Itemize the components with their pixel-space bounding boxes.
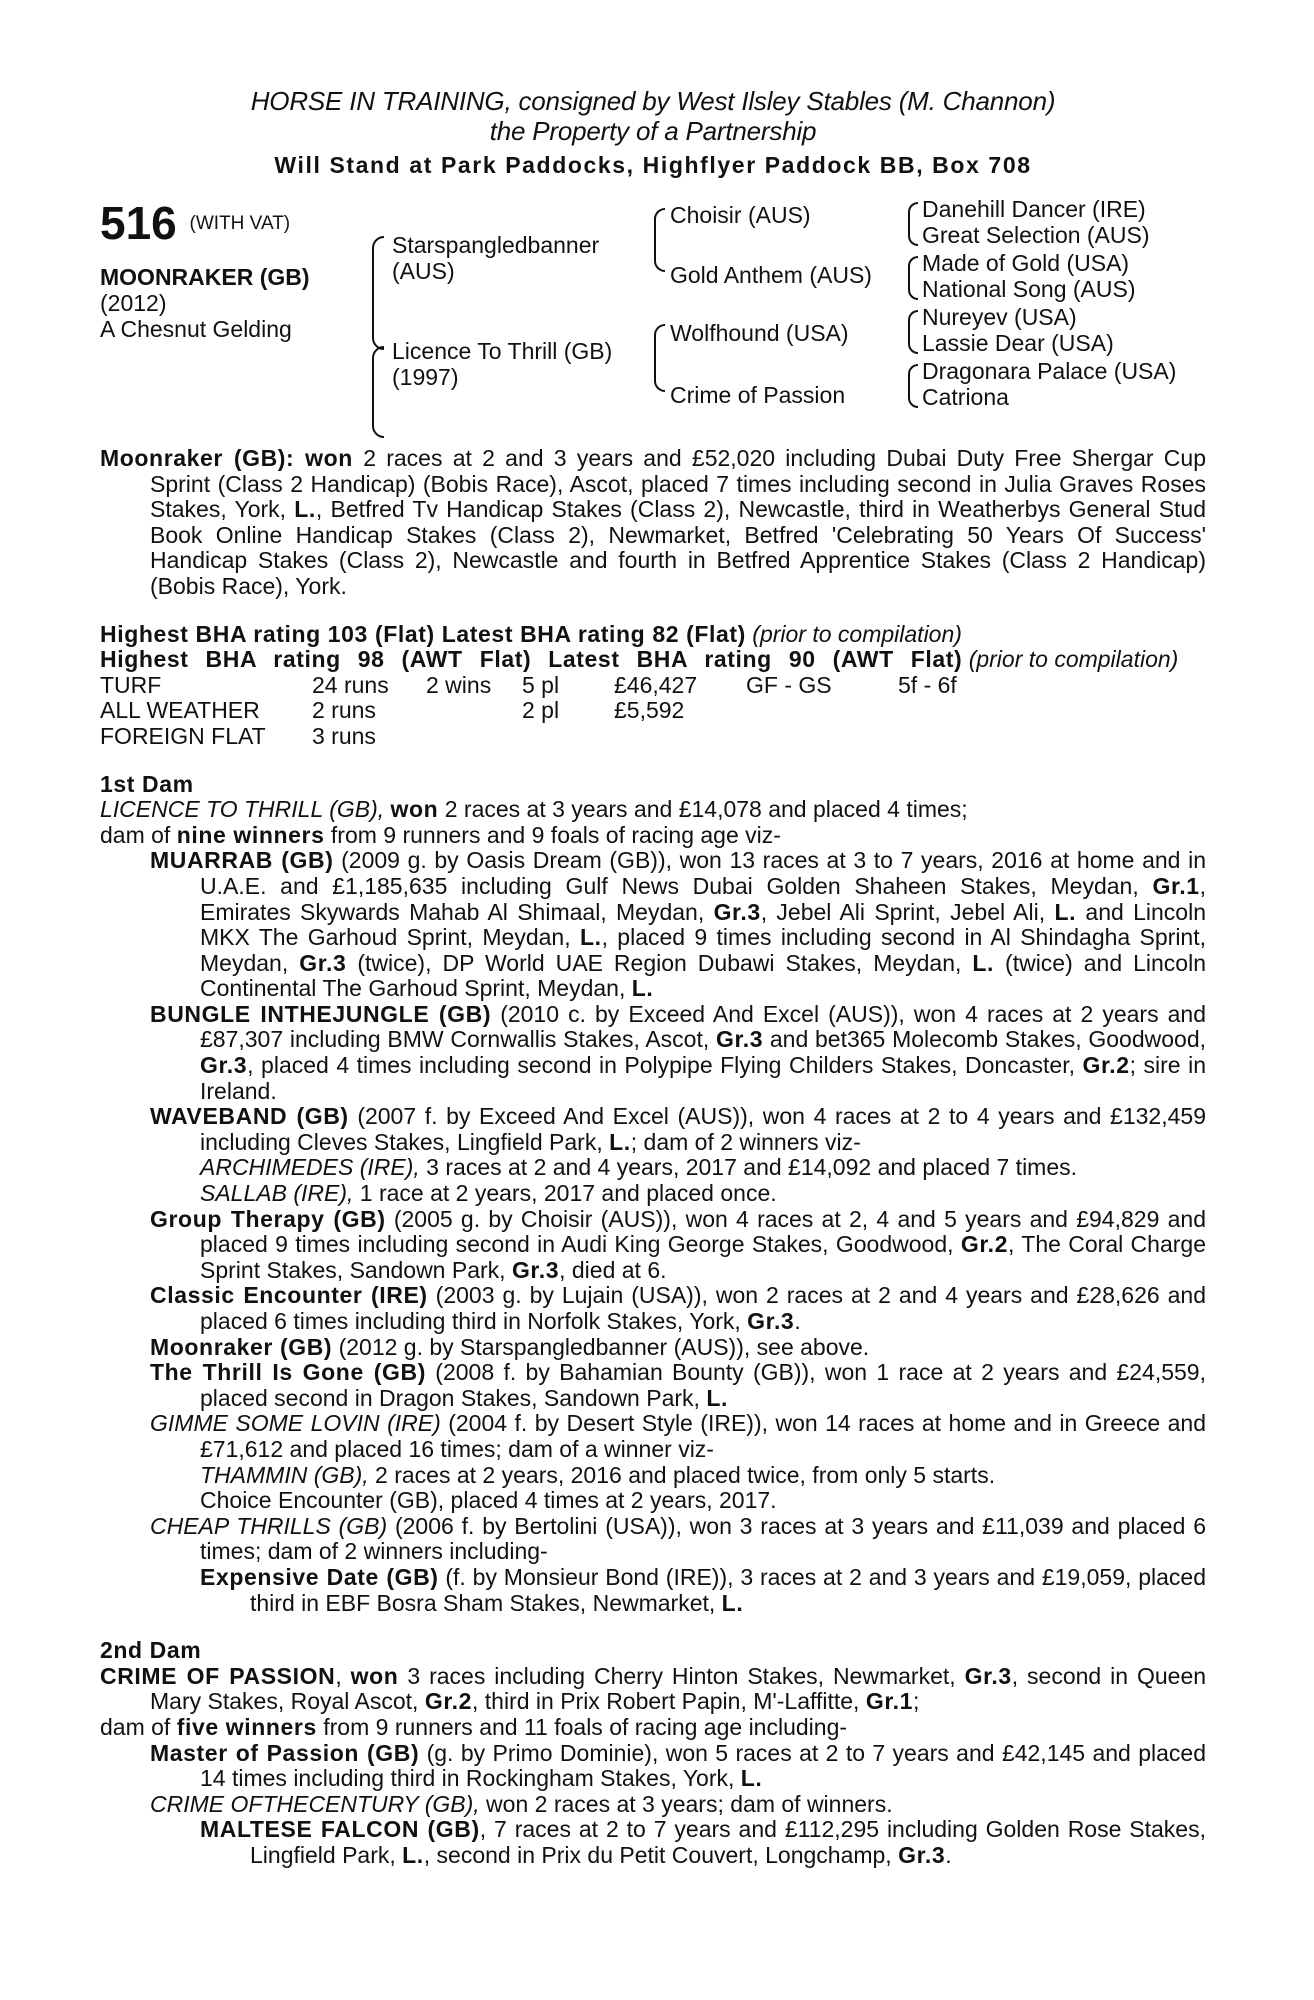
dam-produce-summary: dam of five winners from 9 runners and 11 foals of racing age including-	[100, 1713, 848, 1740]
gen3-ancestor: Nureyev (USA)	[922, 304, 1077, 330]
catalogue-page	[100, 86, 1206, 1868]
table-row: TURF 24 runs 2 wins 5 pl £46,427 GF - GS 5f - 6f	[100, 671, 957, 698]
list-item: MUARRAB (GB) (2009 g. by Oasis Dream (GB)), won 13 races at 3 to 7 years, 2016 at home and in U.A.E. and £1,185,635 including Gulf News Dubai Golden Shaheen Stakes, Meydan, Gr.1, Emirates Skywards Mahab Al Shimaal, Meydan, Gr.3, Jebel Ali Sprint, Jebel Ali, L. and Lincoln MKX The Garhoud Sprint, Meydan, L., placed 9 times including second in Al Shindagha Sprint, Meydan, Gr.3 (twice), DP World UAE Region Dubawi Stakes, Meydan, L. (twice) and Lincoln Continental The Garhoud Sprint, Meydan, L.	[150, 847, 1207, 1002]
list-item: The Thrill Is Gone (GB) (2008 f. by Bahamian Bounty (GB)), won 1 race at 2 years and £24,559, placed second in Dragon Stakes, Sandown Park, L.	[150, 1359, 1206, 1411]
list-item: BUNGLE INTHEJUNGLE (GB) (2010 c. by Exceed And Excel (AUS)), won 4 races at 2 years and £87,307 including BMW Cornwallis Stakes, Ascot, Gr.3 and bet365 Molecomb Stakes, Goodwood, Gr.3, placed 4 times including second in Polypipe Flying Childers Stakes, Doncaster, Gr.2; sire in Ireland.	[150, 1000, 1206, 1104]
second-dam-section	[100, 1638, 1206, 1868]
horse-summary: Moonraker (GB): won 2 races at 2 and 3 years and £52,020 including Dubai Duty Free Shergar Cup Sprint (Class 2 Handicap) (Bobis Race), Ascot, placed 7 times including second in Julia Graves Roses Stakes, York, L., Betfred Tv Handicap Stakes (Class 2), Newcastle, third in Weatherbys General Stud Book Online Handicap Stakes (Class 2), Newmarket, Betfred 'Celebrating 50 Years Of Success' Handicap Stakes (Class 2), Newcastle and fourth in Betfred Apprentice Stakes (Class 2 Handicap) (Bobis Race), York.	[100, 445, 1207, 599]
flat-rating: Highest BHA rating 103 (Flat) Latest BHA rating 82 (Flat) (prior to compilation)	[100, 620, 962, 647]
dam-entry: LICENCE TO THRILL (GB), won 2 races at 3 years and £14,078 and placed 4 times;	[100, 796, 968, 823]
list-item: THAMMIN (GB), 2 races at 2 years, 2016 and placed twice, from only 5 starts.	[200, 1461, 996, 1488]
dam-name: Licence To Thrill (GB)	[392, 338, 613, 364]
race-record-table	[100, 673, 957, 750]
list-item: CRIME OFTHECENTURY (GB), won 2 races at 3 years; dam of winners.	[150, 1790, 893, 1817]
gen3-ancestor: Great Selection (AUS)	[922, 222, 1150, 248]
vat-note: (WITH VAT)	[189, 213, 291, 234]
lot-number: 516 $^{(WITH VAT)}$	[100, 197, 291, 249]
list-item: Choice Encounter (GB), placed 4 times at 2 years, 2017.	[200, 1487, 777, 1514]
dam-produce-summary: dam of nine winners from 9 runners and 9 foals of racing age viz-	[100, 821, 781, 848]
stand-line: Will Stand at Park Paddocks, Highflyer Paddock BB, Box 708	[274, 152, 1032, 178]
awt-rating: Highest BHA rating 98 (AWT Flat) Latest BHA rating 90 (AWT Flat) (prior to compilation)	[100, 646, 1179, 673]
list-item: CHEAP THRILLS (GB) (2006 f. by Bertolini (USA)), won 3 races at 3 years and £11,039 and placed 6 times; dam of 2 winners including-	[150, 1512, 1206, 1565]
list-item: ARCHIMEDES (IRE), 3 races at 2 and 4 years, 2017 and £14,092 and placed 7 times.	[200, 1154, 1078, 1181]
sire-origin: (AUS)	[392, 258, 455, 284]
gen3-brace-4	[908, 364, 918, 408]
pedigree-block	[100, 196, 1206, 446]
dam-entry: CRIME OF PASSION, won 3 races including Cherry Hinton Stakes, Newmarket, Gr.3, second in Queen Mary Stakes, Royal Ascot, Gr.2, third in Prix Robert Papin, M'-Laffitte, Gr.1;	[100, 1662, 1207, 1715]
sire-dam: Gold Anthem (AUS)	[670, 262, 872, 288]
list-item: Expensive Date (GB) (f. by Monsieur Bond (IRE)), 3 races at 2 and 3 years and £19,059, placed third in EBF Bosra Sham Stakes, Newmarket, L.	[200, 1563, 1206, 1616]
gen2-brace-2	[654, 324, 665, 392]
property-line: the Property of a Partnership	[489, 116, 817, 146]
dam-dam: Crime of Passion	[670, 382, 846, 408]
gen2-brace-1	[654, 208, 665, 272]
dam-year: (1997)	[392, 364, 459, 390]
section-heading: 2nd Dam	[100, 1637, 202, 1664]
list-item: Group Therapy (GB) (2005 g. by Choisir (AUS)), won 4 races at 2, 4 and 5 years and £94,829 and placed 9 times including second in Audi King George Stakes, Goodwood, Gr.2, The Coral Charge Sprint Stakes, Sandown Park, Gr.3, died at 6.	[150, 1205, 1206, 1283]
gen3-ancestor: Lassie Dear (USA)	[922, 330, 1114, 356]
horse-description: A Chesnut Gelding	[100, 316, 292, 342]
sire-sire: Choisir (AUS)	[670, 202, 811, 228]
gen3-ancestor: Dragonara Palace (USA)	[922, 358, 1177, 384]
gen3-ancestor: Catriona	[922, 384, 1009, 410]
gen3-brace-3	[908, 310, 918, 354]
table-row: ALL WEATHER 2 runs 2 pl £5,592	[100, 697, 685, 724]
gen3-ancestor: Made of Gold (USA)	[922, 250, 1130, 276]
ratings-block	[100, 622, 1206, 673]
gen3-ancestor: National Song (AUS)	[922, 276, 1136, 302]
table-row: FOREIGN FLAT 3 runs	[100, 722, 376, 749]
list-item: SALLAB (IRE), 1 race at 2 years, 2017 and placed once.	[200, 1180, 777, 1207]
list-item: Master of Passion (GB) (g. by Primo Dominie), won 5 races at 2 to 7 years and £42,145 and placed 14 times including third in Rockingham Stakes, York, L.	[150, 1739, 1206, 1792]
consignor-line: HORSE IN TRAINING, consigned by West Ilsley Stables (M. Channon)	[250, 86, 1056, 116]
foaling-year: (2012)	[100, 290, 167, 316]
list-item: Moonraker (GB) (2012 g. by Starspangledbanner (AUS)), see above.	[150, 1333, 870, 1360]
horse-name: MOONRAKER (GB)	[100, 264, 310, 290]
gen3-ancestor: Danehill Dancer (IRE)	[922, 196, 1146, 222]
first-dam-section	[100, 772, 1206, 1617]
gen3-brace-2	[908, 256, 918, 300]
sire-name: Starspangledbanner	[392, 232, 600, 258]
dam-brace	[372, 346, 384, 438]
list-item: Classic Encounter (IRE) (2003 g. by Lujain (USA)), won 2 races at 2 and 4 years and £28,626 and placed 6 times including third in Norfolk Stakes, York, Gr.3.	[150, 1282, 1206, 1334]
list-item: WAVEBAND (GB) (2007 f. by Exceed And Excel (AUS)), won 4 races at 2 to 4 years and £132,459 including Cleves Stakes, Lingfield Park, L.; dam of 2 winners viz-	[150, 1103, 1206, 1155]
section-heading: 1st Dam	[100, 770, 194, 797]
sire-brace	[372, 236, 384, 350]
list-item: MALTESE FALCON (GB), 7 races at 2 to 7 years and £112,295 including Golden Rose Stakes, Lingfield Park, L., second in Prix du Petit Couvert, Longchamp, Gr.3.	[200, 1816, 1206, 1868]
list-item: GIMME SOME LOVIN (IRE) (2004 f. by Desert Style (IRE)), won 14 races at home and in Greece and £71,612 and placed 16 times; dam of a winner viz-	[150, 1410, 1206, 1462]
gen3-brace-1	[908, 202, 918, 246]
dam-sire: Wolfhound (USA)	[670, 320, 849, 346]
